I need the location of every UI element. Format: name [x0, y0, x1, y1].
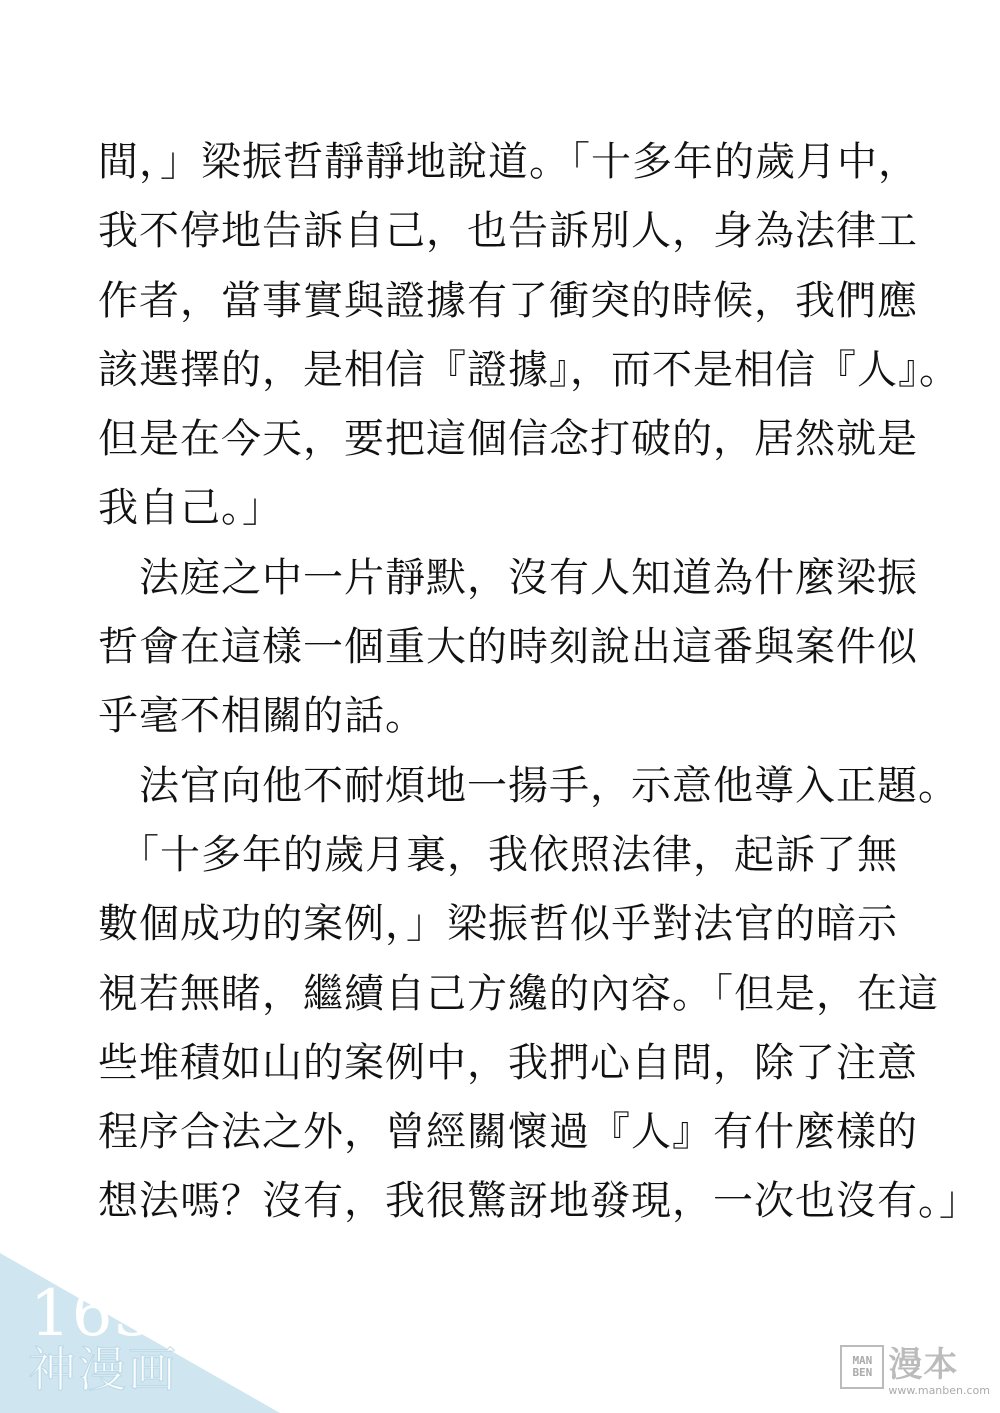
logo-mark-bottom: BEN	[852, 1366, 873, 1379]
text-line: 間，」梁振哲靜靜地說道。「十多年的歲月中，	[98, 139, 919, 185]
text-line: 但是在今天，要把這個信念打破的，居然就是	[98, 416, 918, 463]
text-line: 法官向他不耐煩地一揚手，示意他導入正題。	[98, 762, 959, 809]
text-line: 我不停地告訴自己，也告訴別人，身為法律工	[98, 208, 918, 255]
text-line: 我自己。」	[98, 485, 283, 532]
text-line: 乎毫不相關的話。	[98, 693, 426, 740]
watermark-url: www.manben.com	[888, 1384, 990, 1397]
text-line: 想法嗎？沒有，我很驚訝地發現，一次也沒有。」	[98, 1178, 980, 1225]
text-line: 些堆積如山的案例中，我捫心自問，除了注意	[98, 1039, 918, 1086]
text-line: 哲會在這樣一個重大的時刻說出這番與案件似	[98, 624, 918, 671]
text-line: 作者，當事實與證據有了衝突的時候，我們應	[98, 277, 918, 324]
text-line: 視若無睹，繼續自己方纔的內容。「但是，在這	[98, 970, 939, 1017]
text-line: 法庭之中一片靜默，沒有人知道為什麼梁振	[98, 554, 918, 601]
text-line: 程序合法之外，曾經關懷過『人』有什麼樣的	[98, 1109, 918, 1156]
watermark-left-text: 神漫画	[28, 1342, 179, 1398]
page-number: 163	[30, 1277, 156, 1351]
body-text	[98, 128, 980, 1237]
logo-mark-icon	[840, 1345, 884, 1389]
text-line: 「十多年的歲月裏，我依照法律，起訴了無	[98, 831, 898, 878]
watermark-title: 漫本	[888, 1345, 959, 1385]
text-line: 數個成功的案例，」梁振哲似乎對法官的暗示	[98, 901, 898, 948]
text-line: 該選擇的，是相信『證據』，而不是相信『人』。	[98, 346, 960, 393]
logo-mark-top: MAN	[852, 1353, 873, 1367]
watermark-logo	[840, 1345, 990, 1399]
